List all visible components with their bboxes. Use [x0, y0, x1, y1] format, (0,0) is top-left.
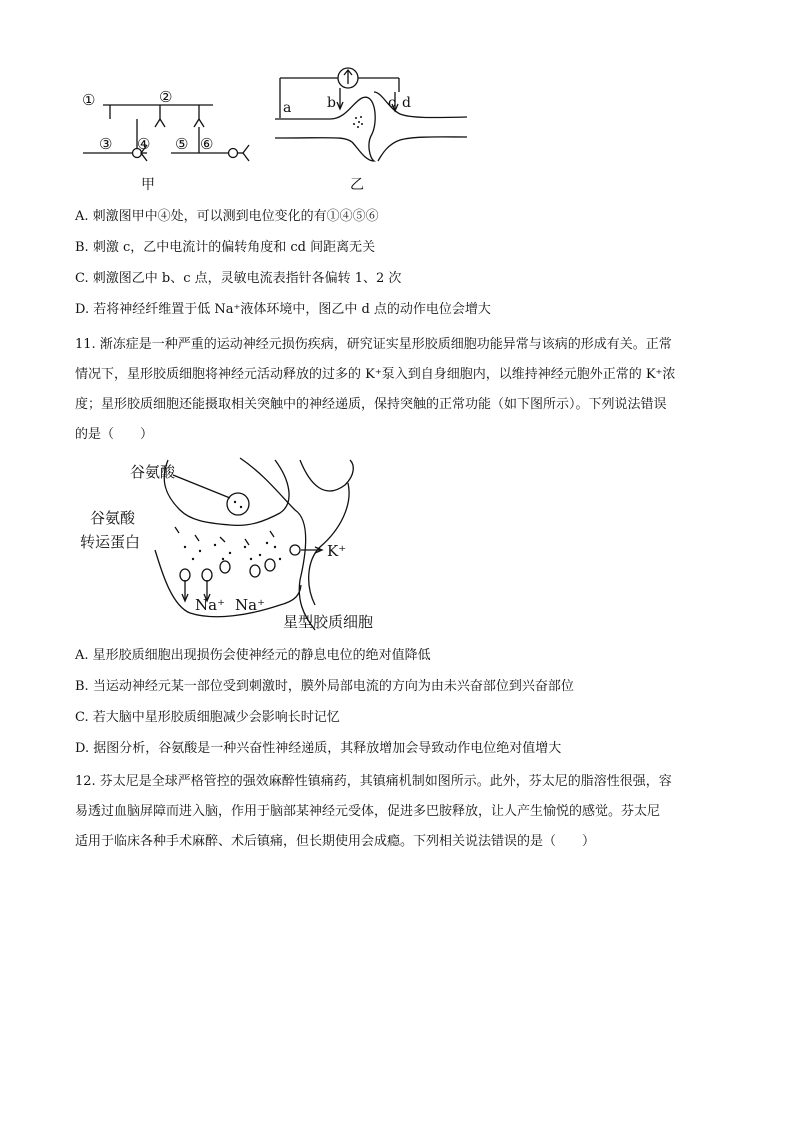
- glutamate-label: 谷氨酸: [130, 463, 176, 481]
- q10-option-c: C. 刺激图乙中 b、c 点，灵敏电流表指针各偏转 1、2 次: [75, 271, 402, 286]
- transporter-label-line-2: 转运蛋白: [80, 533, 141, 551]
- q12-stem-line-1: 12. 芬太尼是全球严格管控的强效麻醉性镇痛药，其镇痛机制如图所示。此外，芬太尼的脂溶性很强，容: [75, 774, 672, 789]
- jia-label-1: ①: [82, 91, 96, 109]
- q11-stem-line-3: 度；星形胶质细胞还能摄取相关突触中的神经递质，保持突触的正常功能（如下图所示）。下列说法错误: [75, 397, 667, 412]
- yi-label-a: a: [283, 100, 292, 116]
- jia-label-4: ④: [137, 135, 151, 153]
- jia-label-2: ②: [159, 88, 173, 106]
- yi-label-c: c: [388, 95, 396, 111]
- q11-option-c: C. 若大脑中星形胶质细胞减少会影响长时记忆: [75, 710, 340, 725]
- na-ion-label-2: Na⁺: [235, 596, 265, 614]
- yi-caption: 乙: [350, 177, 364, 193]
- figure-jia: [75, 85, 270, 195]
- synapse-figure: [75, 455, 415, 635]
- jia-caption: 甲: [141, 177, 155, 193]
- transporter-label-line-1: 谷氨酸: [90, 509, 136, 527]
- k-ion-label: K⁺: [327, 542, 347, 560]
- q10-option-d: D. 若将神经纤维置于低 Na⁺液体环境中，图乙中 d 点的动作电位会增大: [75, 302, 491, 317]
- q12-stem-line-2: 易透过血脑屏障而进入脑，作用于脑部某神经元受体，促进多巴胺释放，让人产生愉悦的感觉。芬太尼: [75, 804, 661, 819]
- q11-stem-line-2: 情况下，星形胶质细胞将神经元活动释放的过多的 K⁺泵入到自身细胞内，以维持神经元胞外正常的 K⁺浓: [75, 367, 676, 382]
- na-ion-label-1: Na⁺: [195, 596, 225, 614]
- q10-option-a: A. 刺激图甲中④处，可以测到电位变化的有①④⑤⑥: [75, 209, 379, 224]
- figure-yi: [270, 62, 475, 197]
- q11-stem-line-1: 11. 渐冻症是一种严重的运动神经元损伤疾病，研究证实星形胶质细胞功能异常与该病的形成有关。正常: [75, 337, 672, 352]
- q11-option-a: A. 星形胶质细胞出现损伤会使神经元的静息电位的绝对值降低: [75, 648, 431, 663]
- astrocyte-label: 星型胶质细胞: [283, 613, 374, 631]
- yi-label-b: b: [327, 95, 336, 111]
- jia-label-5: ⑤: [175, 135, 189, 153]
- q11-option-d: D. 据图分析，谷氨酸是一种兴奋性神经递质，其释放增加会导致动作电位绝对值增大: [75, 741, 562, 756]
- yi-label-d: d: [402, 95, 411, 111]
- jia-label-6: ⑥: [200, 135, 214, 153]
- q11-stem-line-4: 的是（ ）: [75, 427, 154, 442]
- q11-option-b: B. 当运动神经元某一部位受到刺激时，膜外局部电流的方向为由未兴奋部位到兴奋部位: [75, 679, 574, 694]
- q10-option-b: B. 刺激 c，乙中电流计的偏转角度和 cd 间距离无关: [75, 240, 376, 255]
- q12-stem-line-3: 适用于临床各种手术麻醉、术后镇痛，但长期使用会成瘾。下列相关说法错误的是（ ）: [75, 834, 596, 849]
- jia-label-3: ③: [99, 135, 113, 153]
